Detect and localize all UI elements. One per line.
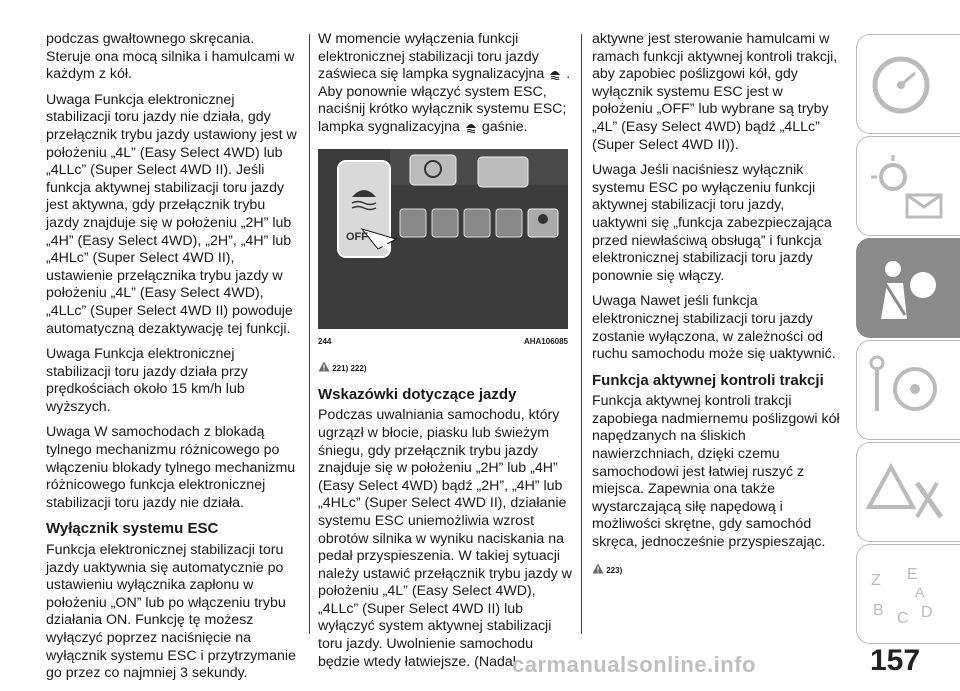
esc-switch-figure	[318, 149, 568, 329]
paragraph: Funkcja elektronicznej stabilizacji toru jazdy uaktywnia się automatycznie po ustawieniu wyłącznika zapłonu w położeniu „ON” lub po włączeniu trybu działania ON. Funkcję tę możesz wyłączyć poprzez naciśnięcie na wyłącznik systemu ESC i przytrzymanie go przez co najmniej 3 sekundy.	[46, 542, 296, 682]
paragraph: podczas gwałtownego skręcania. Steruje ona mocą silnika i hamulcami w każdym z kół.	[46, 31, 295, 83]
section-heading-driving-tips: Wskazówki dotyczące jazdy	[318, 385, 517, 403]
svg-text:C: C	[897, 610, 909, 627]
figure-number: 244	[318, 336, 332, 346]
warning-triangle-icon	[592, 563, 604, 574]
paragraph: Podczas uwalniania samochodu, który ugrzązł w błocie, piasku lub świeżym śniegu, gdy przełącznik trybu jazdy znajduje się w położeniu „2H” lub „4H” (Easy Select 4WD) bądź „2H”, „4H” lub „4HLc” (Super Select 4WD II), działanie systemu ESC uniemożliwia wzrost obrotów silnika w wyniku naciskania na pedał przyspieszenia. W takiej sytuacji należy ustawić przełącznik trybu jazdy w położeniu „4L” (Easy Select 4WD), „4LLc” (Super Select 4WD II) lub wyłączyć system aktywnej stabilizacji toru jazdy. Uwolnienie samochodu będzie wtedy łatwiejsze. (Nadal	[318, 407, 572, 670]
column-left	[46, 31, 298, 691]
page-number: 157	[870, 644, 921, 677]
seatbelt-airbag-icon	[857, 239, 960, 339]
chapter-tab-index[interactable]	[856, 544, 960, 644]
column-divider	[309, 34, 310, 634]
alphabet-index-icon	[857, 545, 960, 645]
paragraph: Funkcja aktywnej kontroli trakcji zapobiega nadmiernemu poślizgowi kół napędzanych na śliskich nawierzchniach, dzięki czemu samochodowi jest łatwiej ruszyć z miejsca. Zapewnia ona także wystarczającą siłę napędową i możliwości skrętne, gdy samochód skręca, jednocześnie przyspieszając.	[592, 393, 840, 551]
warning-references	[318, 360, 572, 378]
switch-off-label: OFF	[346, 230, 368, 243]
text-fragment: . Aby ponownie włączyć system ESC, naciśnij krótko wyłącznik systemu ESC; lampka sygnalizacyjna	[318, 66, 571, 135]
svg-text:B: B	[873, 602, 884, 619]
text-fragment: gaśnie.	[481, 118, 528, 135]
svg-text:A: A	[915, 584, 925, 600]
figure-caption	[318, 333, 568, 351]
section-heading-traction-control: Funkcja aktywnej kontroli trakcji	[592, 371, 824, 389]
note-paragraph: Uwaga Funkcja elektronicznej stabilizacji toru jazdy działa przy prędkościach około 15 km/h lub wyższych.	[46, 346, 248, 415]
note-paragraph: Uwaga Jeśli naciśniesz wyłącznik systemu ESC po wyłączeniu funkcji aktywnej stabilizacji toru jazdy, uaktywni się „funkcja zabezpieczająca przed niewłaściwą obsługą” i funkcja elektronicznej stabilizacji toru jazdy ponownie się włączy.	[592, 162, 832, 284]
figure-code: AHA106085	[523, 336, 568, 346]
column-right	[592, 31, 842, 587]
reference-numbers: 221) 222)	[332, 364, 367, 374]
esc-off-warning-icon	[548, 66, 562, 80]
lights-and-mail-icon	[857, 137, 960, 237]
column-divider	[581, 34, 582, 634]
svg-text:E: E	[907, 566, 918, 583]
note-paragraph: Uwaga Nawet jeśli funkcja elektronicznej stabilizacji toru jazdy zostanie wyłączona, w zależności od ruchu samochodu może się uaktywnić.	[592, 293, 836, 363]
chapter-tab-driving[interactable]	[856, 340, 960, 440]
paragraph: aktywne jest sterowanie hamulcami w ramach funkcji aktywnej kontroli trakcji, aby zapobiec poślizgowi kół, gdy wyłącznik systemu ESC jest w położeniu „OFF” lub wybrane są tryby „4L” (Easy Select 4WD) bądź „4LLc” (Super Select 4WD II)).	[592, 31, 838, 153]
key-and-wheel-icon	[857, 341, 960, 441]
svg-text:D: D	[921, 604, 933, 621]
chapter-tab-emergency[interactable]	[856, 442, 960, 542]
warning-triangle-icon	[318, 361, 330, 372]
chapter-tab-safety[interactable]	[856, 238, 960, 338]
column-middle	[318, 31, 572, 679]
warning-references	[592, 562, 842, 580]
reference-numbers: 223)	[606, 565, 623, 575]
dashboard-gauge-icon	[857, 35, 960, 135]
paragraph	[318, 31, 572, 137]
svg-text:Z: Z	[871, 572, 881, 589]
text-fragment: W momencie wyłączenia funkcji elektronicznej stabilizacji toru jazdy zaświeca się lampka sygnalizacyjna	[318, 31, 545, 83]
chapter-tab-dashboard[interactable]	[856, 34, 960, 134]
esc-off-warning-icon	[464, 119, 478, 133]
section-heading-esc-switch: Wyłącznik systemu ESC	[46, 520, 219, 538]
watermark: carmanualsonline.info	[512, 652, 756, 677]
note-paragraph: Uwaga W samochodach z blokadą tylnego mechanizmu różnicowego po włączeniu blokady tylnego mechanizmu różnicowego funkcja elektronicznej stabilizacji toru jazdy nie działa.	[46, 424, 296, 511]
warning-and-tools-icon	[857, 443, 960, 543]
chapter-tab-lights[interactable]	[856, 136, 960, 236]
note-paragraph: Uwaga Funkcja elektronicznej stabilizacji toru jazdy nie działa, gdy przełącznik trybu jazdy ustawiony jest w położeniu „4L” (Easy Select 4WD) lub „4LLc” (Super Select 4WD II). Jeśli funkcja aktywnej stabilizacji toru jazdy jest aktywna, gdy przełącznik trybu jazdy znajduje się w położeniu „2H” lub „4H” (Easy Select 4WD), „2H”, „4H” lub „4HLc” (Super Select 4WD II), ustawienie przełącznika trybu jazdy w położeniu „4L” (Easy Select 4WD), „4LLc” (Super Select 4WD II) powoduje automatyczną dezaktywację tej funkcji.	[46, 91, 297, 337]
